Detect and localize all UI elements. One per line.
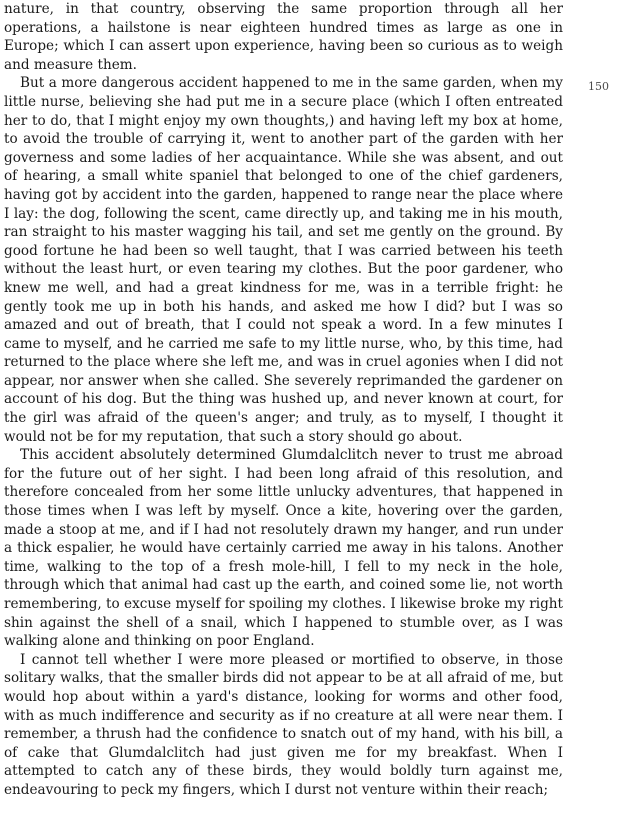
page-number: 150 — [588, 80, 609, 93]
body-text — [4, 0, 563, 800]
paragraph-garden-accident: But a more dangerous accident happened to me in the same garden, when my little nurse, believing she had put me in a secure place (which I often entreated her to do, that I might enjoy my own thoughts,) and having left my box at home, to avoid the trouble of carrying it, went to another part of the garden with her governess and some ladies of her acquaintance. While she was absent, and out of hearing, a small white spaniel that belonged to one of the chief gardeners, having got by accident into the garden, happened to range near the place where I lay: the dog, following the scent, came directly up, and taking me in his mouth, ran straight to his master wagging his tail, and set me gently on the ground. By good fortune he had been so well taught, that I was carried between his teeth without the least hurt, or even tearing my clothes. But the poor gardener, who knew me well, and had a great kindness for me, was in a terrible fright: he gently took me up in both his hands, and asked me how I did? but I was so amazed and out of breath, that I could not speak a word. In a few minutes I came to myself, and he carried me safe to my little nurse, who, by this time, had returned to the place where she left me, and was in cruel agonies when I did not appear, nor answer when she called. She severely reprimanded the gardener on account of his dog. But the thing was hushed up, and never known at court, for the girl was afraid of the queen's anger; and truly, as to myself, I thought it would not be for my reputation, that such a story should go about. — [4, 75, 563, 445]
paragraph-glumdalclitch-resolution: This accident absolutely determined Glumdalclitch never to trust me abroad for the future out of her sight. I had been long afraid of this resolution, and therefore concealed from her some little unlucky adventures, that happened in those times when I was left by myself. Once a kite, hovering over the garden, made a stoop at me, and if I had not resolutely drawn my hanger, and run under a thick espalier, he would have certainly carried me away in his talons. Another time, walking to the top of a fresh mole-hill, I fell to my neck in the hole, through which that animal had cast up the earth, and coined some lie, not worth remembering, to excuse myself for spoiling my clothes. I likewise broke my right shin against the shell of a snail, which I happened to stumble over, as I was walking alone and thinking on poor England. — [4, 447, 564, 650]
paragraph-birds: I cannot tell whether I were more pleased or mortified to observe, in those solitary walks, that the smaller birds did not appear to be at all afraid of me, but would hop about within a yard's distance, looking for worms and other food, with as much indifference and security as if no creature at all were near them. I remember, a thrush had the confidence to snatch out of my hand, with his bill, a of cake that Glumdalclitch had just given me for my breakfast. When I attempted to catch any of these birds, they would boldly turn against me, endeavouring to peck my fingers, which I durst not venture within their reach; — [4, 651, 563, 798]
paragraph-continued: nature, in that country, observing the same proportion through all her operations, a hailstone is near eighteen hundred times as large as one in Europe; which I can assert upon experience, having been so curious as to weigh and measure them. — [4, 1, 563, 73]
